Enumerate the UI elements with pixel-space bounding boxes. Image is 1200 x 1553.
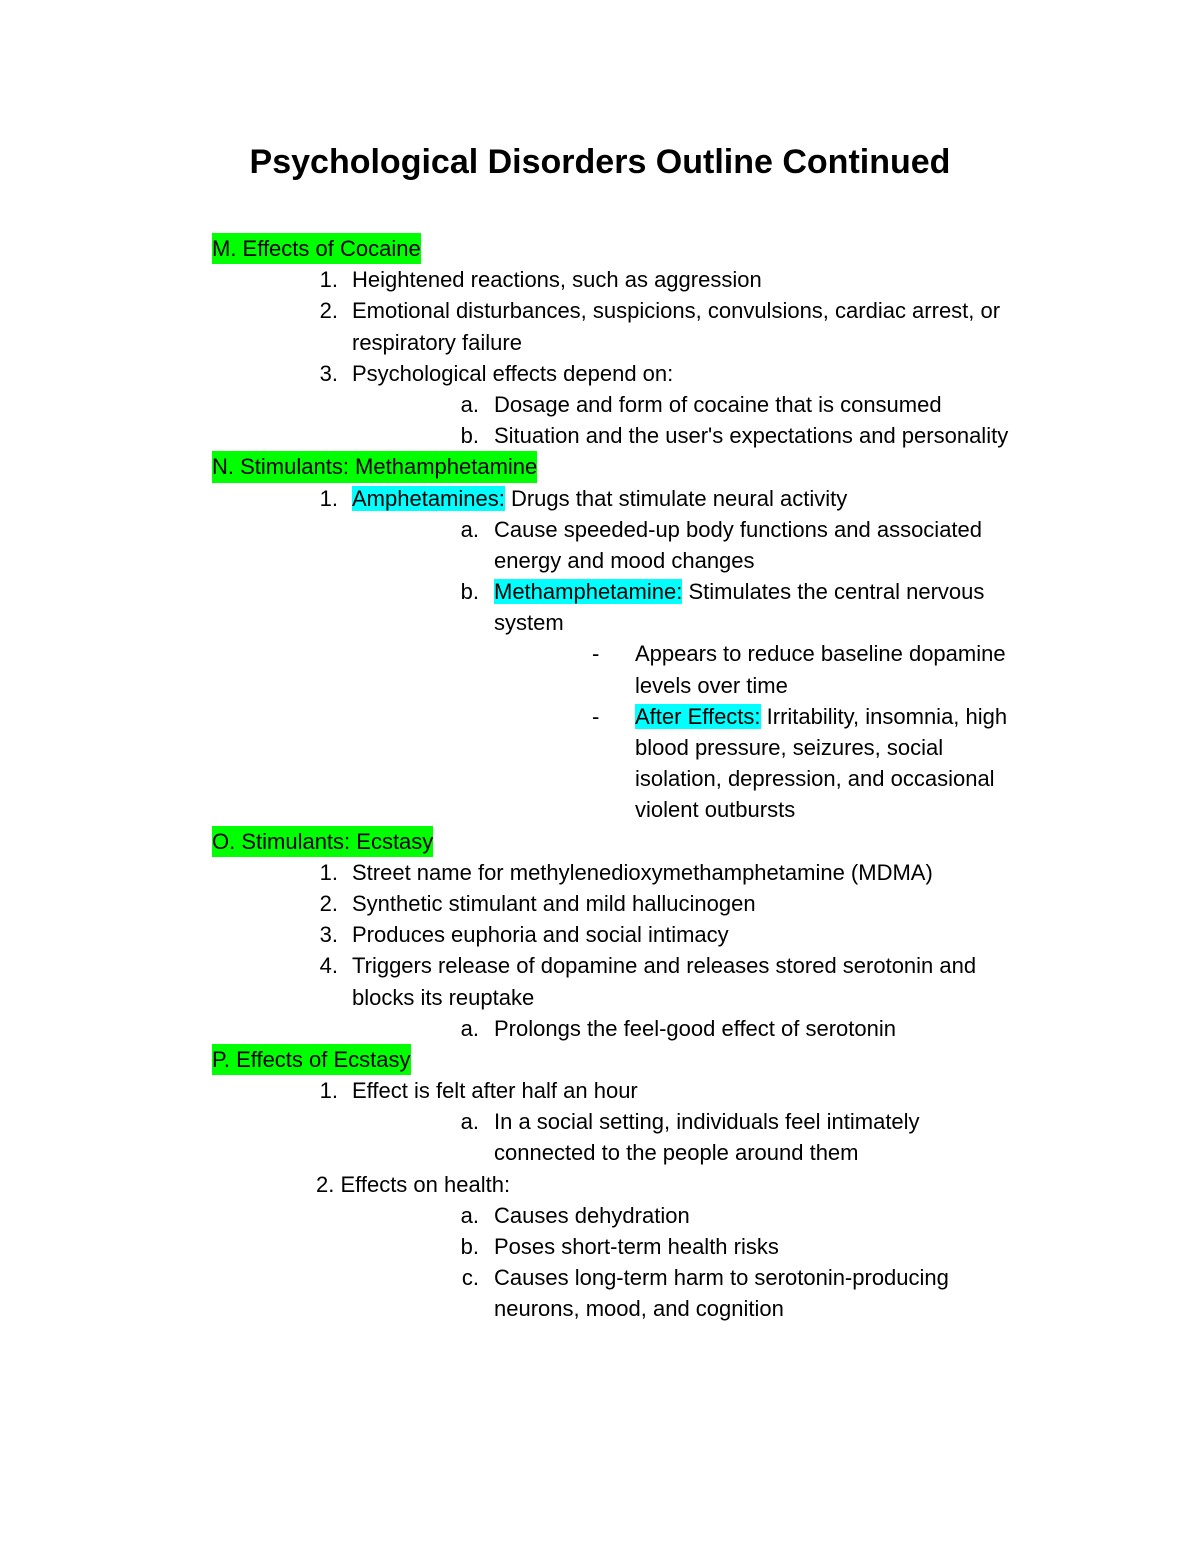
list-item-text: In a social setting, individuals feel intimately bbox=[494, 1109, 920, 1135]
dash-item-continuation bbox=[212, 794, 1072, 825]
list-item bbox=[212, 919, 1072, 950]
section-heading-m bbox=[212, 233, 1072, 264]
list-item-text: connected to the people around them bbox=[494, 1140, 859, 1166]
list-number: 1. bbox=[319, 485, 338, 511]
section-heading-text: M. Effects of Cocaine bbox=[212, 233, 421, 264]
list-item-continuation bbox=[212, 327, 1072, 358]
sub-list-item bbox=[212, 514, 1072, 545]
sub-list-item bbox=[212, 1106, 1072, 1137]
list-number: 1. bbox=[319, 267, 338, 293]
list-item bbox=[212, 295, 1072, 326]
sub-list-item bbox=[212, 1262, 1072, 1293]
list-item-text: blocks its reuptake bbox=[352, 984, 535, 1010]
list-item bbox=[212, 483, 1072, 514]
list-item-text: Situation and the user's expectations and personality bbox=[494, 423, 1009, 449]
section-heading-o bbox=[212, 826, 1072, 857]
dash-bullet: - bbox=[592, 703, 600, 729]
list-item-text: Emotional disturbances, suspicions, convulsions, cardiac arrest, or bbox=[352, 298, 1001, 324]
dash-item-continuation bbox=[212, 732, 1072, 763]
section-heading-text: O. Stimulants: Ecstasy bbox=[212, 826, 433, 857]
list-item-text: Causes dehydration bbox=[494, 1202, 690, 1228]
list-item-text: Street name for methylenedioxymethamphetamine (MDMA) bbox=[352, 859, 933, 885]
list-number: 3. bbox=[319, 922, 338, 948]
dash-item-continuation bbox=[212, 670, 1072, 701]
list-number: 1. bbox=[319, 859, 338, 885]
sub-list-item-continuation bbox=[212, 607, 1072, 638]
list-item-text: Produces euphoria and social intimacy bbox=[352, 922, 729, 948]
sub-list-item bbox=[212, 576, 1072, 607]
list-item-text: Synthetic stimulant and mild hallucinogen bbox=[352, 890, 756, 916]
list-item-text bbox=[352, 483, 847, 514]
list-item bbox=[212, 857, 1072, 888]
sub-list-item bbox=[212, 389, 1072, 420]
definition-text: Stimulates the central nervous bbox=[682, 579, 985, 605]
list-item-text: system bbox=[494, 610, 564, 636]
list-item bbox=[212, 888, 1072, 919]
list-letter: c. bbox=[461, 1265, 479, 1291]
list-letter: a. bbox=[460, 1202, 479, 1228]
list-letter: a. bbox=[460, 391, 479, 417]
sub-list-item bbox=[212, 1013, 1072, 1044]
dash-item bbox=[212, 701, 1072, 732]
list-item-text bbox=[494, 576, 984, 607]
sub-list-item bbox=[212, 1231, 1072, 1262]
list-item-text: 2. Effects on health: bbox=[316, 1171, 511, 1197]
list-item-text: isolation, depression, and occasional bbox=[635, 766, 995, 792]
highlighted-term: Methamphetamine: bbox=[494, 579, 683, 605]
dash-bullet: - bbox=[592, 641, 600, 667]
list-item bbox=[212, 950, 1072, 981]
dash-item bbox=[212, 638, 1072, 669]
sub-list-item-continuation bbox=[212, 1137, 1072, 1168]
outline-body bbox=[212, 233, 1072, 1325]
list-item bbox=[212, 1169, 1072, 1200]
dash-item-continuation bbox=[212, 763, 1072, 794]
list-item-text: neurons, mood, and cognition bbox=[494, 1296, 784, 1322]
list-item-text: Dosage and form of cocaine that is consumed bbox=[494, 391, 942, 417]
list-number: 3. bbox=[319, 360, 338, 386]
list-number: 1. bbox=[319, 1078, 338, 1104]
list-item-text: Heightened reactions, such as aggression bbox=[352, 267, 762, 293]
list-item-text: energy and mood changes bbox=[494, 547, 755, 573]
list-item-text: Effect is felt after half an hour bbox=[352, 1078, 638, 1104]
section-heading-p bbox=[212, 1044, 1072, 1075]
list-item-text: violent outbursts bbox=[635, 797, 796, 823]
sub-list-item-continuation bbox=[212, 1293, 1072, 1324]
sub-list-item bbox=[212, 1200, 1072, 1231]
list-item bbox=[212, 358, 1072, 389]
list-item-text: levels over time bbox=[635, 672, 788, 698]
section-heading-text: N. Stimulants: Methamphetamine bbox=[212, 451, 537, 482]
list-letter: b. bbox=[460, 1234, 479, 1259]
list-item-text: Psychological effects depend on: bbox=[352, 360, 674, 386]
list-letter: a. bbox=[460, 1109, 479, 1135]
list-item-text: Appears to reduce baseline dopamine bbox=[635, 641, 1006, 667]
list-item bbox=[212, 264, 1072, 295]
list-item-text: Cause speeded-up body functions and associated bbox=[494, 516, 983, 542]
sub-list-item-continuation bbox=[212, 545, 1072, 576]
list-item bbox=[212, 1075, 1072, 1106]
list-letter: a. bbox=[460, 1015, 479, 1041]
list-number: 2. bbox=[319, 890, 338, 916]
definition-text: Irritability, insomnia, high bbox=[760, 703, 1008, 729]
sub-list-item bbox=[212, 420, 1072, 451]
list-letter: b. bbox=[460, 423, 479, 449]
highlighted-term: After Effects: bbox=[635, 703, 761, 729]
page-title: Psychological Disorders Outline Continued bbox=[249, 143, 951, 181]
list-item-text: Poses short-term health risks bbox=[494, 1234, 779, 1259]
list-letter: b. bbox=[460, 579, 479, 605]
list-item-text: blood pressure, seizures, social bbox=[635, 735, 944, 760]
list-item-text: Causes long-term harm to serotonin-producing bbox=[494, 1265, 949, 1291]
section-heading-n bbox=[212, 451, 1072, 482]
list-number: 4. bbox=[319, 953, 338, 979]
list-item-text: Triggers release of dopamine and releases stored serotonin and bbox=[352, 953, 977, 979]
list-number: 2. bbox=[319, 298, 338, 324]
section-heading-text: P. Effects of Ecstasy bbox=[212, 1044, 411, 1075]
list-item-continuation bbox=[212, 982, 1072, 1013]
definition-text: Drugs that stimulate neural activity bbox=[504, 485, 848, 511]
list-item-text: respiratory failure bbox=[352, 329, 522, 355]
highlighted-term: Amphetamines: bbox=[352, 485, 505, 511]
list-item-text: Prolongs the feel-good effect of serotonin bbox=[494, 1015, 896, 1041]
list-item-text bbox=[635, 701, 1007, 732]
list-letter: a. bbox=[460, 516, 479, 542]
